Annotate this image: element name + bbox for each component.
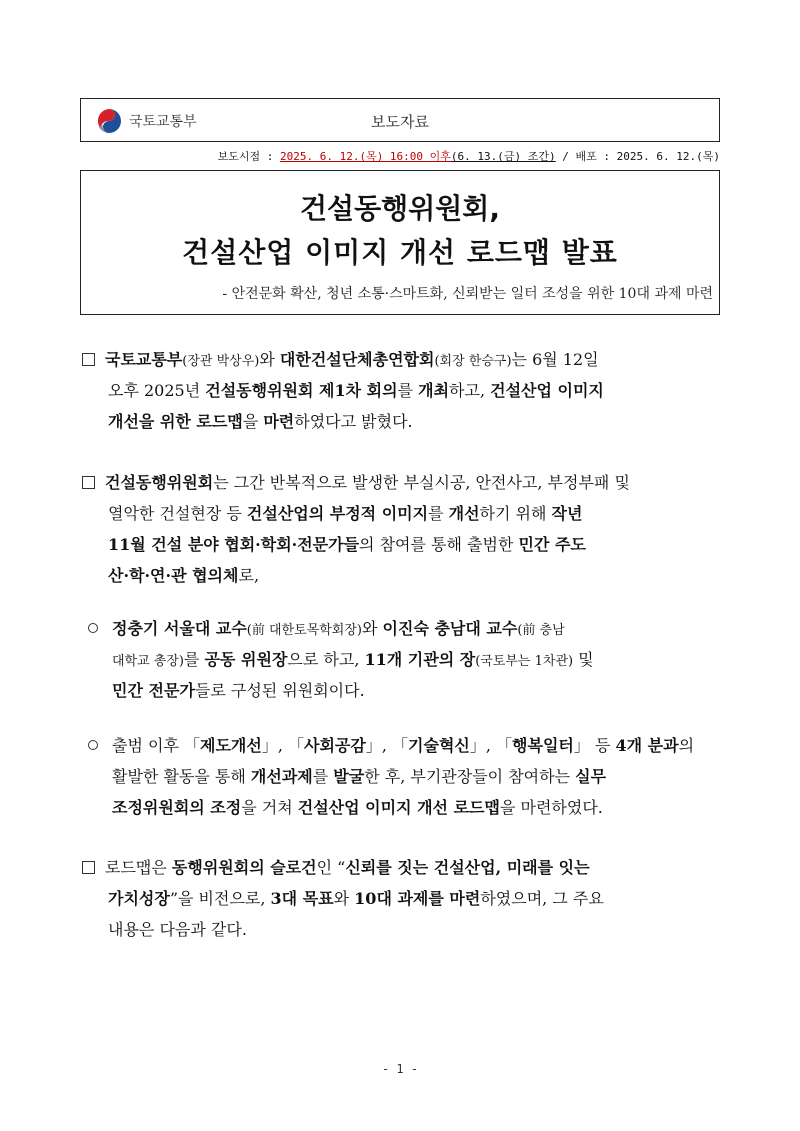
- circle-bullet-icon: [88, 740, 98, 750]
- embargo-value: 2025. 6. 12.(목) 16:00 이후: [279, 150, 451, 163]
- page-number: - 1 -: [381, 1062, 419, 1076]
- checkbox-bullet-icon: [82, 476, 95, 489]
- p3-line-1: 정충기 서울대 교수(前 대한토목학회장)와 이진숙 충남대 교수(前 충남: [88, 613, 720, 644]
- checkbox-bullet-icon: [82, 353, 95, 366]
- p1-line-3: 개선을 위한 로드맵을 마련하였다고 밝혔다.: [108, 412, 413, 431]
- ministry-name: 국토교통부: [129, 114, 197, 130]
- release-info: [218, 148, 720, 164]
- distribution-info: / 배포 : 2025. 6. 12.(목): [555, 150, 720, 163]
- p2-line-1: 건설동행위원회는 그간 반복적으로 발생한 부실시공, 안전사고, 부정부패 및: [82, 467, 720, 498]
- header-box: [80, 98, 720, 142]
- checkbox-bullet-icon: [82, 861, 95, 874]
- title-line-2: 건설산업 이미지 개선 로드맵 발표: [182, 236, 618, 269]
- p2-line-3: 11월 건설 분야 협회·학회·전문가들의 참여를 통해 출범한 민간 주도: [108, 535, 586, 554]
- embargo-note: (6. 13.(금) 조간): [450, 150, 556, 163]
- circle-bullet-icon: [88, 623, 98, 633]
- paragraph-1: [82, 344, 720, 437]
- p1-line-2: 오후 2025년 건설동행위원회 제1차 회의를 개최하고, 건설산업 이미지: [108, 381, 604, 400]
- document-type: 보도자료: [371, 113, 429, 131]
- p2-line-2: 열악한 건설현장 등 건설산업의 부정적 이미지를 개선하기 위해 작년: [108, 504, 583, 523]
- p4-line-1: 출범 이후 「제도개선」, 「사회공감」, 「기술혁신」, 「행복일터」 등 4개 분과의: [88, 730, 720, 761]
- paragraph-3: [88, 613, 720, 706]
- paragraph-2: [82, 467, 720, 591]
- p2-line-4: 산·학·연·관 협의체로,: [108, 566, 260, 585]
- p5-line-2: 가치성장”을 비전으로, 3대 목표와 10대 과제를 마련하였으며, 그 주요: [108, 889, 604, 908]
- p5-line-1: 로드맵은 동행위원회의 슬로건인 “신뢰를 짓는 건설산업, 미래를 잇는: [82, 852, 720, 883]
- p3-line-2: 대학교 총장)를 공동 위원장으로 하고, 11개 기관의 장(국토부는 1차관) 및: [112, 650, 594, 669]
- p1-line-1: 국토교통부(장관 박상우)와 대한건설단체총연합회(회장 한승구)는 6월 12일: [82, 344, 720, 375]
- p5-line-3: 내용은 다음과 같다.: [108, 920, 247, 939]
- subtitle: - 안전문화 확산, 청년 소통·스마트화, 신뢰받는 일터 조성을 위한 10대 과제 마련: [222, 286, 713, 302]
- paragraph-5: [82, 852, 720, 945]
- paragraph-4: [88, 730, 720, 823]
- title-box: [80, 170, 720, 315]
- p3-line-3: 민간 전문가들로 구성된 위원회이다.: [112, 681, 365, 700]
- p4-line-3: 조정위원회의 조정을 거쳐 건설산업 이미지 개선 로드맵을 마련하였다.: [112, 798, 603, 817]
- title-line-1: 건설동행위원회,: [300, 192, 500, 225]
- embargo-label: 보도시점 :: [217, 150, 280, 163]
- p4-line-2: 활발한 활동을 통해 개선과제를 발굴한 후, 부기관장들이 참여하는 실무: [112, 767, 607, 786]
